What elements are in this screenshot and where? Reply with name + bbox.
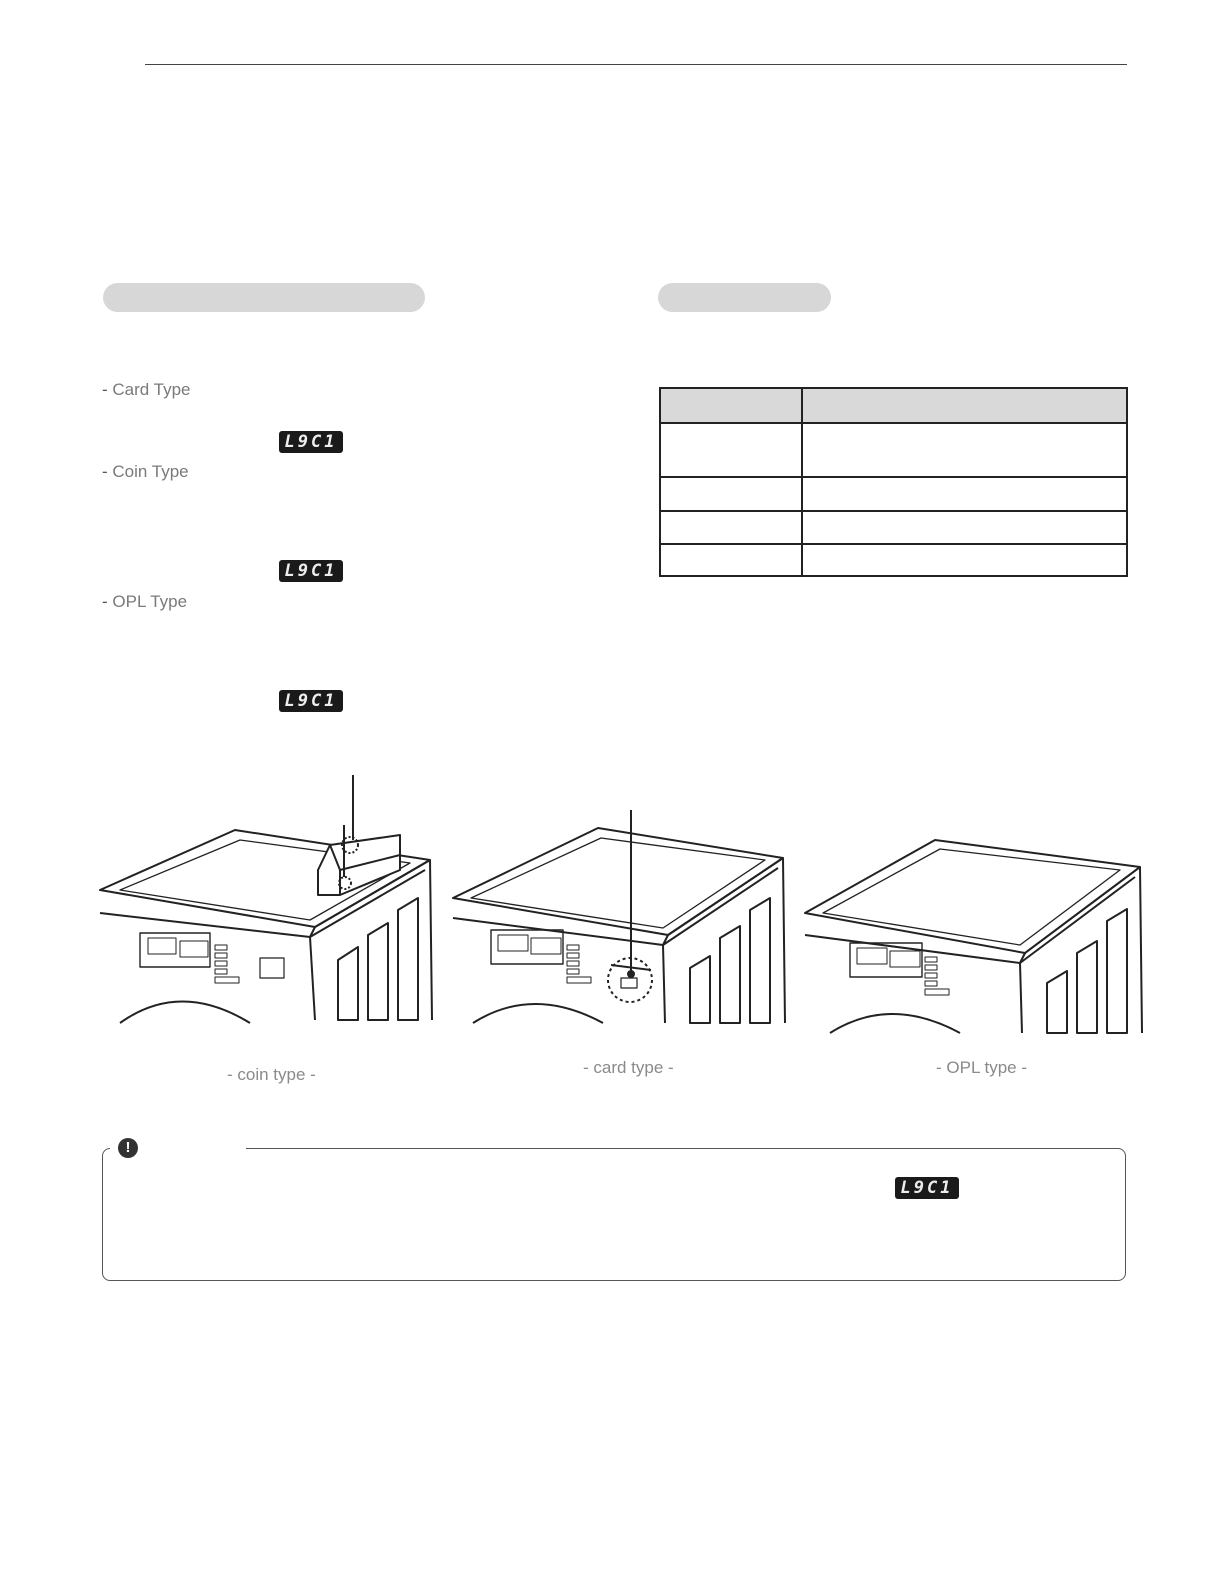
opl-type-display: L9C1 [279,690,343,712]
note-display: L9C1 [895,1177,959,1199]
table-row [660,423,1127,477]
card-type-display: L9C1 [279,431,343,453]
table-header-cell [802,388,1127,423]
right-section-header [658,283,831,312]
table-cell [660,423,802,477]
left-section-header [103,283,425,312]
coin-type-label: Coin Type [112,462,189,481]
table-header-cell [660,388,802,423]
opl-type-label: OPL Type [112,592,188,611]
coin-type-display: L9C1 [279,560,343,582]
coin-type-caption: - coin type - [227,1065,316,1084]
opl-type-washer-illustration [805,835,1145,1033]
card-type-label: Card Type [112,380,191,399]
spec-table [659,387,1128,577]
table-cell [802,544,1127,576]
note-box [102,1148,1126,1281]
opl-type-caption: - OPL type - [936,1058,1028,1077]
table-cell [802,477,1127,511]
opl-type-item: - OPL Type [102,592,188,611]
exclamation-icon: ! [118,1138,138,1158]
top-rule [145,64,1127,65]
card-type-washer-illustration [453,810,788,1023]
table-cell [802,423,1127,477]
table-cell [660,544,802,576]
coin-type-item: - Coin Type [102,462,189,481]
card-type-item: - Card Type [102,380,191,399]
coin-type-washer-illustration [100,775,435,1023]
table-row [660,511,1127,544]
table-cell [802,511,1127,544]
table-cell [660,511,802,544]
table-row [660,544,1127,576]
table-cell [660,477,802,511]
table-header-row [660,388,1127,423]
card-type-caption: - card type - [583,1058,674,1077]
table-row [660,477,1127,511]
